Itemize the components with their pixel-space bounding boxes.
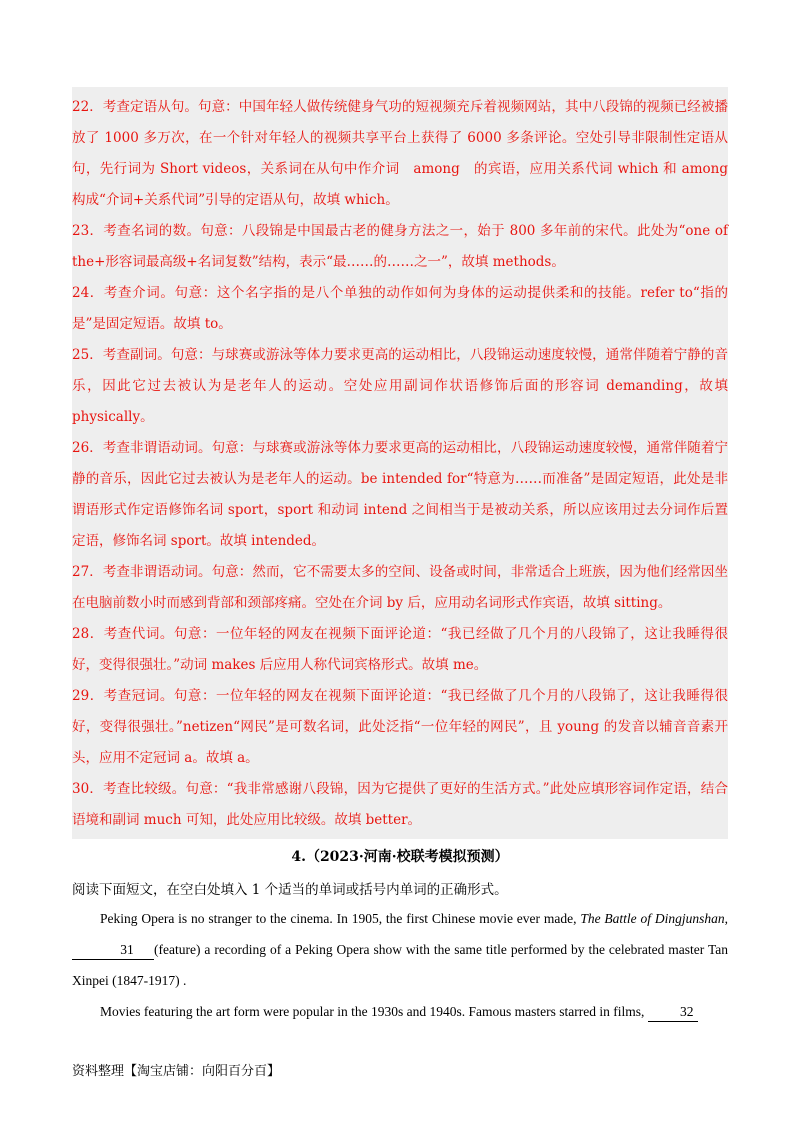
passage-text: Peking Opera is no stranger to the cinema. In 1905, the first Chinese movie ever made, [100,911,581,926]
passage-text: (feature) a recording of a Peking Opera show with the same title performed by the celebrated master Tan Xinpei (1847-1917) . [72,942,728,988]
footer-source: 资料整理【淘宝店铺：向阳百分百】 [72,1064,281,1079]
answer-item-29: 29．考查冠词。句意：一位年轻的网友在视频下面评论道：“我已经做了几个月的八段锦了，这让我睡得很好，变得很强壮。”netizen“网民”是可数名词，此处泛指“一位年轻的网民”，且 young 的发音以辅音音素开头，应用不定冠词 a。故填 a。 [72,688,728,766]
answer-item-27: 27．考查非谓语动词。句意：然而，它不需要太多的空间、设备或时间，非常适合上班族，因为他们经常因坐在电脑前数小时而感到背部和颈部疼痛。空处在介词 by 后，应用动名词形式作宾语，故填 sitting。 [72,564,728,611]
answer-item-23: 23．考查名词的数。句意：八段锦是中国最古老的健身方法之一，始于 800 多年前的宋代。此处为“one of the+形容词最高级+名词复数”结构，表示“最……的……之一”，故填 methods。 [72,223,728,270]
passage-text: Movies featuring the art form were popular in the 1930s and 1940s. Famous masters starred in films, [100,1004,648,1019]
passage-paragraph-1 [72,903,728,996]
answer-item-24: 24．考查介词。句意：这个名字指的是八个单独的动作如何为身体的运动提供柔和的技能。refer to“指的是”是固定短语。故填 to。 [72,285,728,332]
answer-item-22: 22．考查定语从句。句意：中国年轻人做传统健身气功的短视频充斥着视频网站，其中八段锦的视频已经被播放了 1000 多万次，在一个针对年轻人的视频共享平台上获得了 6000 多条评论。空处引导非限制性定语从句，先行词为 Short videos，关系词在从句中作介词 among 的宾语，应用关系代词 which 和 among 构成“介词+关系代词”引导的定语从句，故填 which。 [72,99,728,208]
answer-list [72,92,728,836]
movie-title: The Battle of Dingjunshan [580,911,725,926]
passage-paragraph-2 [72,996,728,1027]
blank-31[interactable]: 31 [72,941,154,960]
question-instruction: 阅读下面短文，在空白处填入 1 个适当的单词或括号内单词的正确形式。 [72,882,508,898]
answer-item-26: 26．考查非谓语动词。句意：与球赛或游泳等体力要求更高的运动相比，八段锦运动速度较慢，通常伴随着宁静的音乐，因此它过去被认为是老年人的运动。be intended for“特意为……而准备”是固定短语，此处是非谓语形式作定语修饰名词 sport，sport 和动词 intend 之间相当于是被动关系，所以应该用过去分词作后置定语，修饰名词 sport。故填 intended。 [72,440,728,549]
question-heading: 4.（2023·河南·校联考模拟预测） [291,849,509,865]
answer-item-30: 30．考查比较级。句意：“我非常感谢八段锦，因为它提供了更好的生活方式。”此处应填形容词作定语，结合语境和副词 much 可知，此处应用比较级。故填 better。 [72,781,728,828]
blank-32[interactable]: 32 [648,1003,698,1022]
passage-text: , [724,911,728,926]
answer-item-28: 28．考查代词。句意：一位年轻的网友在视频下面评论道：“我已经做了几个月的八段锦了，这让我睡得很好，变得很强壮。”动词 makes 后应用人称代词宾格形式。故填 me。 [72,626,728,673]
answer-item-25: 25．考查副词。句意：与球赛或游泳等体力要求更高的运动相比，八段锦运动速度较慢，通常伴随着宁静的音乐，因此它过去被认为是老年人的运动。空处应用副词作状语修饰后面的形容词 demanding，故填 physically。 [72,347,728,425]
